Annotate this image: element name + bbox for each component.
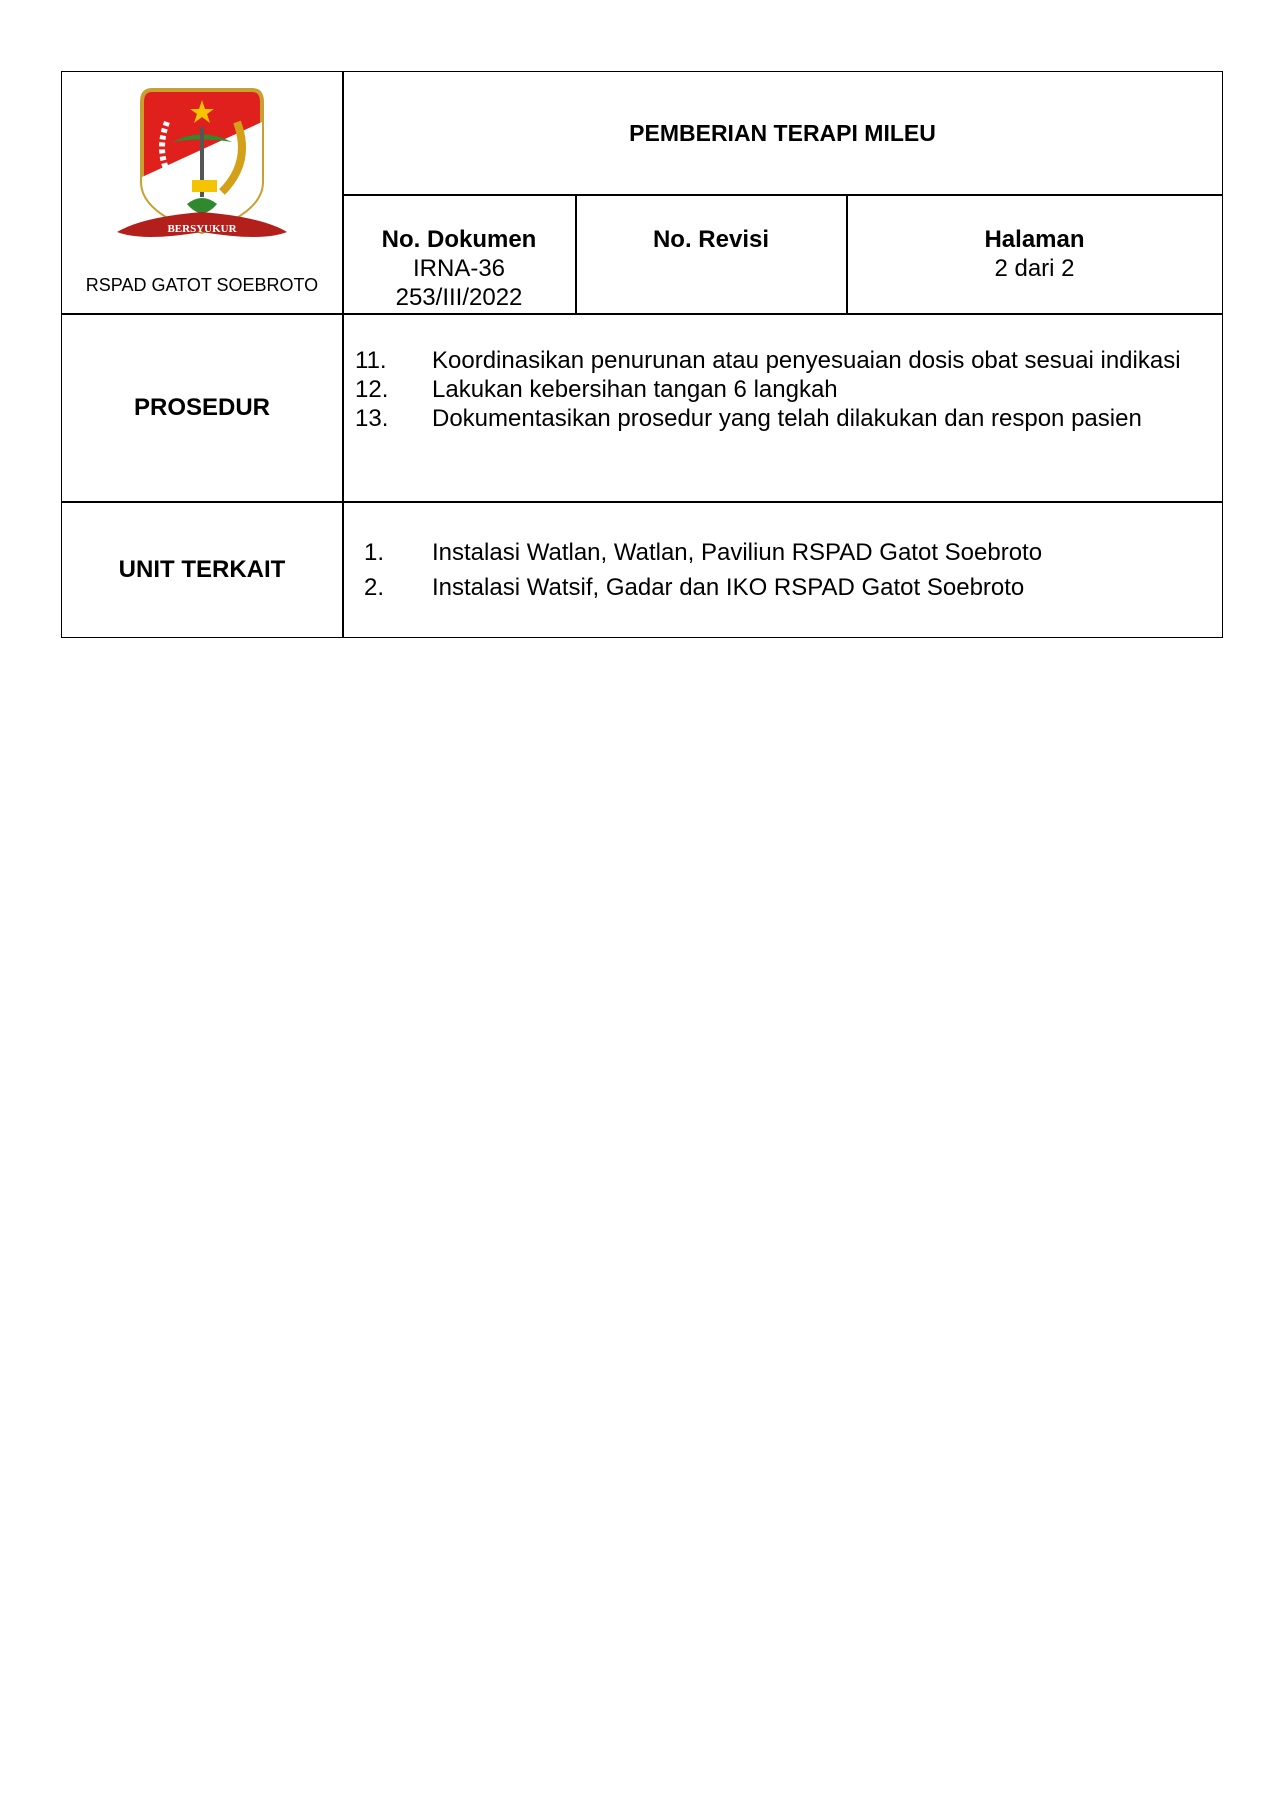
item-number: 2.	[364, 574, 385, 601]
list-item	[355, 375, 1194, 404]
list-item	[364, 535, 1194, 570]
svg-text:BERSYUKUR: BERSYUKUR	[167, 223, 237, 235]
prosedur-list	[355, 346, 1194, 433]
item-text: Instalasi Watsif, Gadar dan IKO RSPAD Gatot Soebroto	[432, 574, 1025, 601]
document-number-label: No. Dokumen	[381, 226, 537, 253]
item-text: Dokumentasikan prosedur yang telah dilakukan dan respon pasien	[432, 405, 1142, 432]
list-item	[355, 346, 1194, 375]
hospital-logo	[112, 82, 292, 252]
document-number-line2: 253/III/2022	[395, 284, 523, 311]
unit-terkait-label: UNIT TERKAIT	[118, 556, 286, 583]
item-text: Lakukan kebersihan tangan 6 langkah	[432, 376, 838, 403]
logo-cell	[62, 72, 342, 313]
document-title: PEMBERIAN TERAPI MILEU	[629, 119, 936, 146]
item-number: 1.	[364, 539, 385, 566]
page-label: Halaman	[984, 226, 1085, 253]
item-number: 11.	[355, 347, 387, 374]
revision-cell	[576, 195, 846, 313]
prosedur-label: PROSEDUR	[133, 393, 271, 421]
document-number-line1: IRNA-36	[412, 255, 506, 282]
page-cell	[847, 195, 1222, 313]
revision-label: No. Revisi	[652, 226, 770, 253]
page-value: 2 dari 2	[994, 255, 1075, 282]
unit-terkait-list	[364, 535, 1194, 605]
item-text: Koordinasikan penurunan atau penyesuaian dosis obat sesuai indikasi	[432, 347, 1181, 374]
item-number: 12.	[355, 376, 389, 403]
document-number-cell	[343, 195, 575, 313]
list-item	[355, 404, 1194, 433]
list-item	[364, 570, 1194, 605]
item-text: Instalasi Watlan, Watlan, Paviliun RSPAD Gatot Soebroto	[432, 539, 1043, 566]
item-number: 13.	[355, 405, 389, 432]
org-name: RSPAD GATOT SOEBROTO	[85, 275, 319, 295]
sop-header-table	[61, 71, 1223, 638]
